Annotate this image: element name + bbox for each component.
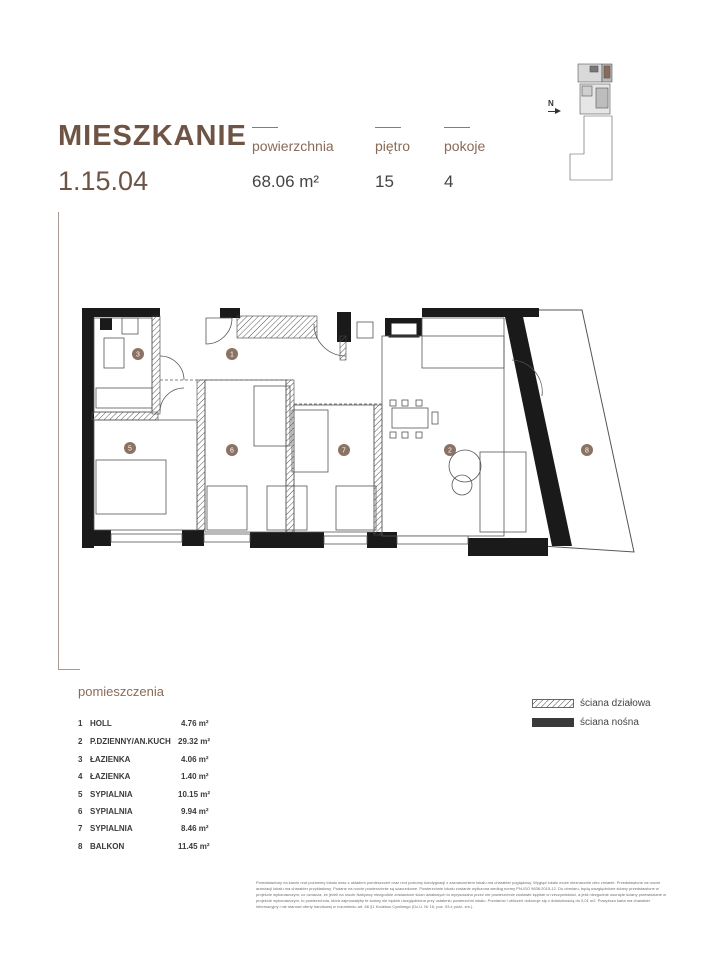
chair: [390, 432, 396, 438]
room-row-2: [78, 736, 218, 748]
bed: [254, 386, 290, 446]
chair: [416, 432, 422, 438]
room-number: 7: [78, 824, 83, 833]
room-area: 4.06 m²: [181, 755, 209, 764]
room-row-8: [78, 841, 218, 853]
room-number: 1: [78, 719, 83, 728]
disclaimer-text: Przedstawiony na karcie rzut pozioemy lokalu wraz z układem pomieszczeń oraz rzut poziomy kondygnacji z zaznaczeniem lokalu ma charakter poglądowy. Wygląd lokalu może nieznacznie ulec zmianie. Przedstawione na rzucie aranżacji lokalu ma charakter przykładowy. Podane na rzucie powierzchnie są szacunkowe. Powierzchnie lokalu zostanie wyliczona według normy PN-ISO 9836:2015-12. Do obmiaru, będą uwzględnione ściany przedstawione w projekcie wykonawczym, co oznacza, że jeżeli na rzucie Nabywcy niezgodnie zostawione ścian działowych to wyrysowano przez nie powierzchnie zostawie kępiste w rzeczywistości, a jeśli niezgodnie usunięte ściany przewidziane w projekcie wykonawczym, to powierzchnia, która zajmowałyby te ściany nie będzie uwzględniona przy ustaleniu powierzchni lokalu. Pomiarów i obliczeń dokonuje się z dokładnością do 0,01 m2. Powyższa karta ma charakter informacyjny i nie stanowi oferty handlowej w rozumieniu art. 66 §1 Kodeksu Cywilnego (Dz.U. Nr 16, poz. 93 z późn. zm.).: [256, 880, 666, 909]
partition-wall: [374, 405, 382, 535]
partition-wall: [197, 380, 205, 530]
room-name: ŁAZIENKA: [90, 772, 131, 781]
door-swing: [160, 388, 184, 412]
area-rule: [252, 127, 278, 128]
room-number: 2: [78, 737, 83, 746]
chair: [402, 400, 408, 406]
floor-rule: [375, 127, 401, 128]
door-swing: [206, 318, 232, 344]
bed: [96, 460, 166, 514]
rooms-count-value: 4: [444, 172, 454, 191]
bed: [292, 410, 328, 472]
window: [324, 536, 367, 544]
sofa: [480, 452, 526, 532]
shaft: [100, 318, 112, 330]
floor-plan: [82, 300, 642, 568]
floor-value: 15: [375, 172, 394, 191]
toilet: [122, 318, 138, 334]
room-row-5: [78, 789, 218, 801]
room-name: SYPIALNIA: [90, 824, 133, 833]
shower: [104, 338, 124, 368]
room-number: 6: [78, 807, 83, 816]
building-keyplan: [568, 56, 628, 186]
room-number: 4: [78, 772, 83, 781]
partition-wall: [92, 412, 158, 420]
partition-wall: [340, 336, 346, 360]
room-area: 1.40 m²: [181, 772, 209, 781]
coffee-table: [448, 447, 481, 482]
area-value: 68.06 m²: [252, 172, 320, 191]
area-label: powierzchnia: [252, 138, 334, 154]
partition-wall-swatch: [532, 699, 574, 708]
room-area: 11.45 m²: [178, 842, 210, 851]
north-arrow-icon: [555, 108, 561, 114]
dining-table: [392, 408, 428, 428]
kitchen-counter: [422, 318, 504, 368]
chair: [432, 412, 438, 424]
room-number: 5: [78, 790, 83, 799]
apartment-title: MIESZKANIE: [58, 120, 247, 152]
room-marker-label-7: 7: [342, 447, 346, 455]
bearing-wall: [87, 530, 111, 546]
shaft: [390, 322, 418, 336]
door-swing: [160, 356, 184, 380]
room-number: 8: [78, 842, 83, 851]
room-marker-label-3: 3: [136, 351, 140, 359]
partition-wall: [152, 316, 160, 414]
room-marker-label-2: 2: [448, 447, 452, 455]
room-name: ŁAZIENKA: [90, 755, 131, 764]
room-row-4: [78, 771, 218, 783]
chair: [390, 400, 396, 406]
bearing-wall-swatch: [532, 718, 574, 727]
room-marker-label-1: 1: [230, 351, 234, 359]
chair: [402, 432, 408, 438]
apartment-number: 1.15.04: [58, 166, 149, 196]
room-name: BALKON: [90, 842, 125, 851]
room-row-6: [78, 806, 218, 818]
room-name: SYPIALNIA: [90, 790, 133, 799]
left-rule: [58, 212, 59, 670]
room-marker-label-8: 8: [585, 447, 589, 455]
room-marker-label-5: 5: [128, 445, 132, 453]
side-table: [452, 475, 472, 495]
rooms-count-label: pokoje: [444, 138, 486, 154]
room-marker-label-6: 6: [230, 447, 234, 455]
toilet: [357, 322, 373, 338]
rooms-heading: pomieszczenia: [78, 684, 164, 699]
room-area: 9.94 m²: [181, 807, 209, 816]
legend-partition-label: ściana działowa: [580, 698, 651, 709]
room-row-3: [78, 754, 218, 766]
room-name: HOLL: [90, 719, 112, 728]
room-row-1: [78, 718, 218, 730]
room-row-7: [78, 823, 218, 835]
desk: [207, 486, 247, 530]
desk: [336, 486, 376, 530]
floor-label: piętro: [375, 138, 411, 154]
room-area: 29.32 m²: [178, 737, 211, 746]
window: [204, 534, 250, 542]
bearing-wall: [250, 532, 324, 548]
bearing-wall: [504, 312, 572, 546]
bearing-wall: [468, 538, 548, 556]
left-rule-tick: [58, 669, 80, 670]
room-name: SYPIALNIA: [90, 807, 133, 816]
legend-bearing-label: ściana nośna: [580, 717, 639, 728]
window: [397, 536, 468, 544]
bearing-wall: [82, 308, 94, 548]
room-name: P.DZIENNY/AN.KUCH: [90, 737, 171, 746]
north-indicator: N: [548, 99, 554, 108]
partition-wall: [237, 316, 317, 338]
room-area: 10.15 m²: [178, 790, 211, 799]
bearing-wall: [182, 530, 204, 546]
window: [111, 534, 182, 542]
room-number: 3: [78, 755, 83, 764]
room-area: 4.76 m²: [181, 719, 209, 728]
chair: [416, 400, 422, 406]
rooms-count-rule: [444, 127, 470, 128]
room-area: 8.46 m²: [181, 824, 209, 833]
